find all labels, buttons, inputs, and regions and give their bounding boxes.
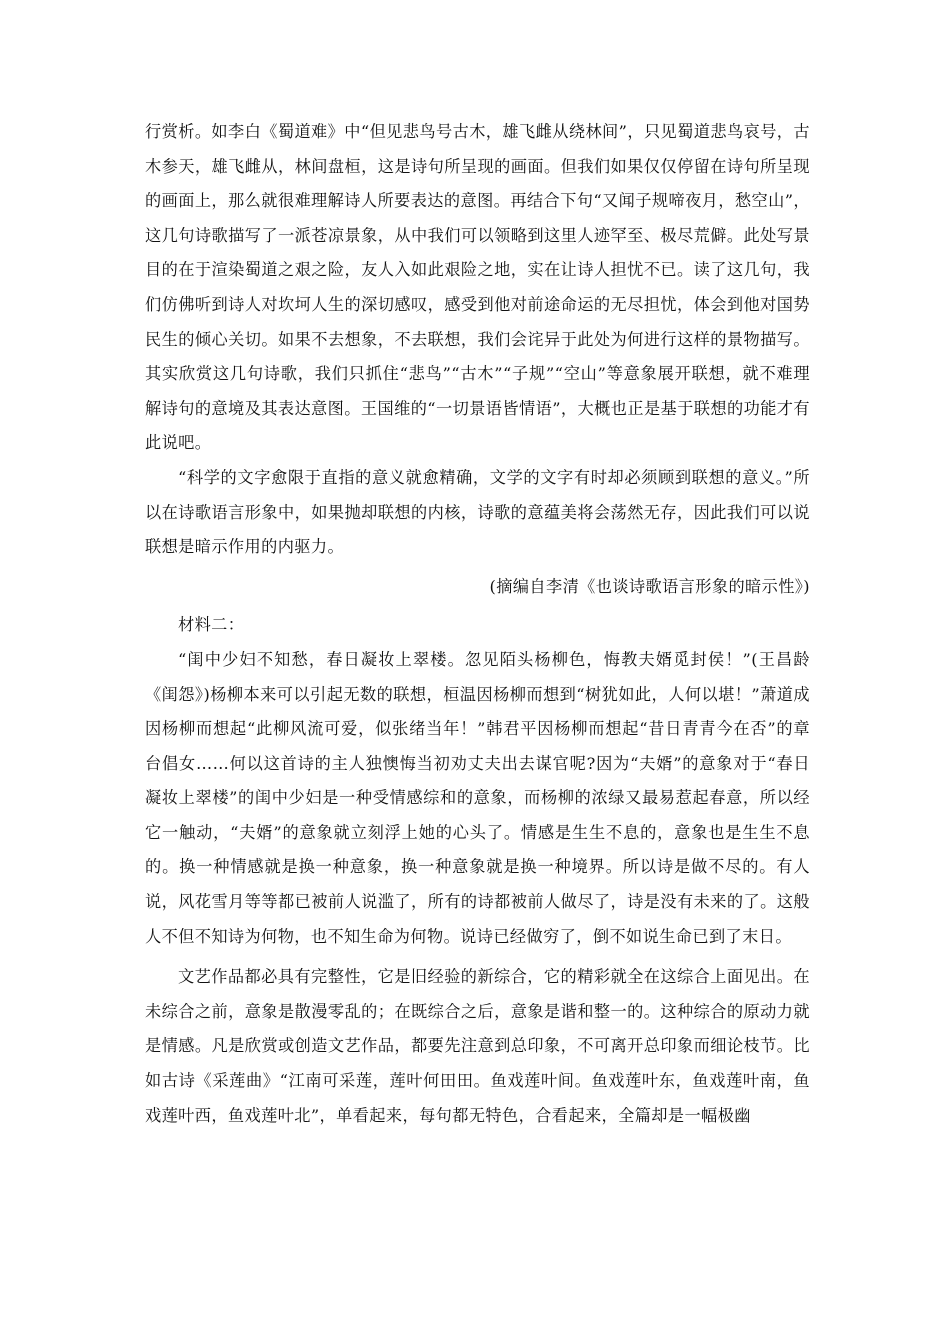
source-citation: (摘编自李清《也谈诗歌语言形象的暗示性》): [489, 576, 810, 596]
material-two-heading: 材料二：: [178, 615, 245, 635]
paragraph-guiyuan-analysis: “闺中少妇不知愁，春日凝妆上翠楼。忽见陌头杨柳色，悔教夫婿觅封侯！”(王昌龄《闺怨》)杨柳本来可以引起无数的联想，桓温因杨柳而想到“树犹如此，人何以堪！”萧道成因杨柳而想起“此柳风流可爱，似张绪当年！”韩君平因杨柳而想起“昔日青青今在否”的章台倡女……何以这首诗的主人独懊悔当初劝丈夫出去谋官呢?因为“夫婿”的意象对于“春日凝妆上翠楼”的闺中少妇是一种受情感综和的意象，而杨柳的浓绿又最易惹起春意，所以经它一触动，“夫婿”的意象就立刻浮上她的心头了。情感是生生不息的，意象也是生生不息的。换一种情感就是换一种意象，换一种意象就是换一种境界。所以诗是做不尽的。有人说，风花雪月等等都已被前人说滥了，所有的诗都被前人做尽了，诗是没有未来的了。这般人不但不知诗为何物，也不知生命为何物。说诗已经做穷了，倒不如说生命已到了末日。: [145, 649, 810, 946]
paragraph-shudaonan-analysis: 行赏析。如李白《蜀道难》中“但见悲鸟号古木，雄飞雌从绕林间”，只见蜀道悲鸟哀号，古木参天，雄飞雌从，林间盘桓，这是诗句所呈现的画面。但我们如果仅仅停留在诗句所呈现的画面上，那么就很难理解诗人所要表达的意图。再结合下句“又闻子规啼夜月，愁空山”，这几句诗歌描写了一派苍凉景象，从中我们可以领略到这里人迹罕至、极尽荒僻。此处写景目的在于渲染蜀道之艰之险，友人入如此艰险之地，实在让诗人担忧不已。读了这几句，我们仿佛听到诗人对坎坷人生的深切感叹，感受到他对前途命运的无尽担忧，体会到他对国势民生的倾心关切。如果不去想象，不去联想，我们会诧异于此处为何进行这样的景物描写。其实欣赏这几句诗歌，我们只抓住“悲鸟”“古木”“子规”“空山”等意象展开联想，就不难理解诗句的意境及其表达意图。王国维的“一切景语皆情语”，大概也正是基于联想的功能才有此说吧。: [145, 122, 810, 453]
document-page: [145, 115, 810, 1133]
paragraph-artwork-integrity: 文艺作品都必具有完整性，它是旧经验的新综合，它的精彩就全在这综合上面见出。在未综合之前，意象是散漫零乱的；在既综合之后，意象是谐和整一的。这种综合的原动力就是情感。凡是欣赏或创造文艺作品，都要先注意到总印象，不可离开总印象而细论枝节。比如古诗《采莲曲》“江南可采莲，莲叶何田田。鱼戏莲叶间。鱼戏莲叶东，鱼戏莲叶南，鱼戏莲叶西，鱼戏莲叶北”，单看起来，每句都无特色，合看起来，全篇却是一幅极幽: [145, 967, 810, 1125]
paragraph-association-driver: “科学的文字愈限于直指的意义就愈精确，文学的文字有时却必须顾到联想的意义。”所以在诗歌语言形象中，如果抛却联想的内核，诗歌的意蕴美将会荡然无存，因此我们可以说联想是暗示作用的内驱力。: [145, 467, 810, 557]
